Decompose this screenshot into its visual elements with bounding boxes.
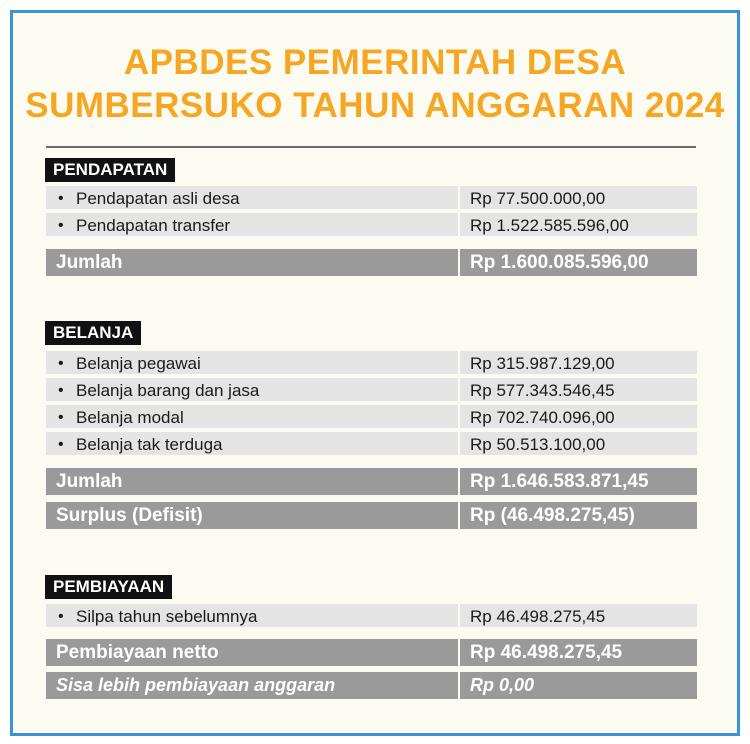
row-value: Rp 1.522.585.596,00 [470, 216, 629, 235]
bullet: • [58, 190, 64, 207]
column-divider [458, 186, 460, 209]
document-title [13, 41, 737, 127]
row-value: Rp 577.343.546,45 [470, 381, 615, 400]
document-frame [10, 10, 740, 736]
column-divider [458, 249, 460, 276]
netto-label: Pembiayaan netto [56, 642, 219, 663]
row-value: Rp 315.987.129,00 [470, 354, 615, 373]
pembiayaan-netto-row [46, 639, 697, 666]
section-heading-pembiayaan: PEMBIAYAAN [45, 575, 172, 599]
bullet: • [58, 355, 64, 372]
row-value: Rp 77.500.000,00 [470, 189, 606, 208]
table-row [46, 186, 697, 211]
table-row [46, 351, 697, 376]
bullet: • [58, 608, 64, 625]
surplus-label: Surplus (Defisit) [56, 505, 203, 526]
total-value: Rp 1.600.085.596,00 [470, 252, 649, 273]
sisa-value: Rp 0,00 [470, 675, 535, 695]
row-value: Rp 702.740.096,00 [470, 408, 615, 427]
table-row [46, 604, 697, 629]
title-line-2: SUMBERSUKO TAHUN ANGGARAN 2024 [25, 86, 725, 125]
column-divider [458, 502, 460, 529]
bullet: • [58, 436, 64, 453]
bullet: • [58, 217, 64, 234]
column-divider [458, 213, 460, 236]
surplus-value: Rp (46.498.275,45) [470, 505, 635, 526]
row-label: Belanja tak terduga [76, 435, 223, 454]
total-label: Jumlah [56, 252, 123, 273]
row-value: Rp 46.498.275,45 [470, 607, 606, 626]
total-value: Rp 1.646.583.871,45 [470, 471, 649, 492]
sisa-label: Sisa lebih pembiayaan anggaran [56, 675, 336, 695]
total-row-pendapatan [46, 249, 697, 276]
bullet: • [58, 409, 64, 426]
section-heading-pendapatan: PENDAPATAN [45, 158, 175, 182]
row-label: Belanja pegawai [76, 354, 201, 373]
column-divider [458, 639, 460, 666]
table-row [46, 213, 697, 238]
row-label: Pendapatan transfer [76, 216, 231, 235]
column-divider [458, 405, 460, 428]
total-row-belanja [46, 468, 697, 495]
row-label: Belanja barang dan jasa [76, 381, 260, 400]
row-label: Pendapatan asli desa [76, 189, 240, 208]
table-row [46, 432, 697, 457]
title-divider [46, 146, 696, 148]
column-divider [458, 604, 460, 627]
table-row [46, 405, 697, 430]
column-divider [458, 432, 460, 455]
row-value: Rp 50.513.100,00 [470, 435, 606, 454]
row-label: Silpa tahun sebelumnya [76, 607, 258, 626]
column-divider [458, 378, 460, 401]
table-row [46, 378, 697, 403]
column-divider [458, 672, 460, 699]
surplus-defisit-row [46, 502, 697, 529]
column-divider [458, 351, 460, 374]
row-label: Belanja modal [76, 408, 184, 427]
title-line-1: APBDES PEMERINTAH DESA [123, 43, 627, 82]
section-heading-belanja: BELANJA [45, 321, 141, 345]
bullet: • [58, 382, 64, 399]
column-divider [458, 468, 460, 495]
netto-value: Rp 46.498.275,45 [470, 642, 623, 663]
total-label: Jumlah [56, 471, 123, 492]
sisa-lebih-row [46, 672, 697, 699]
